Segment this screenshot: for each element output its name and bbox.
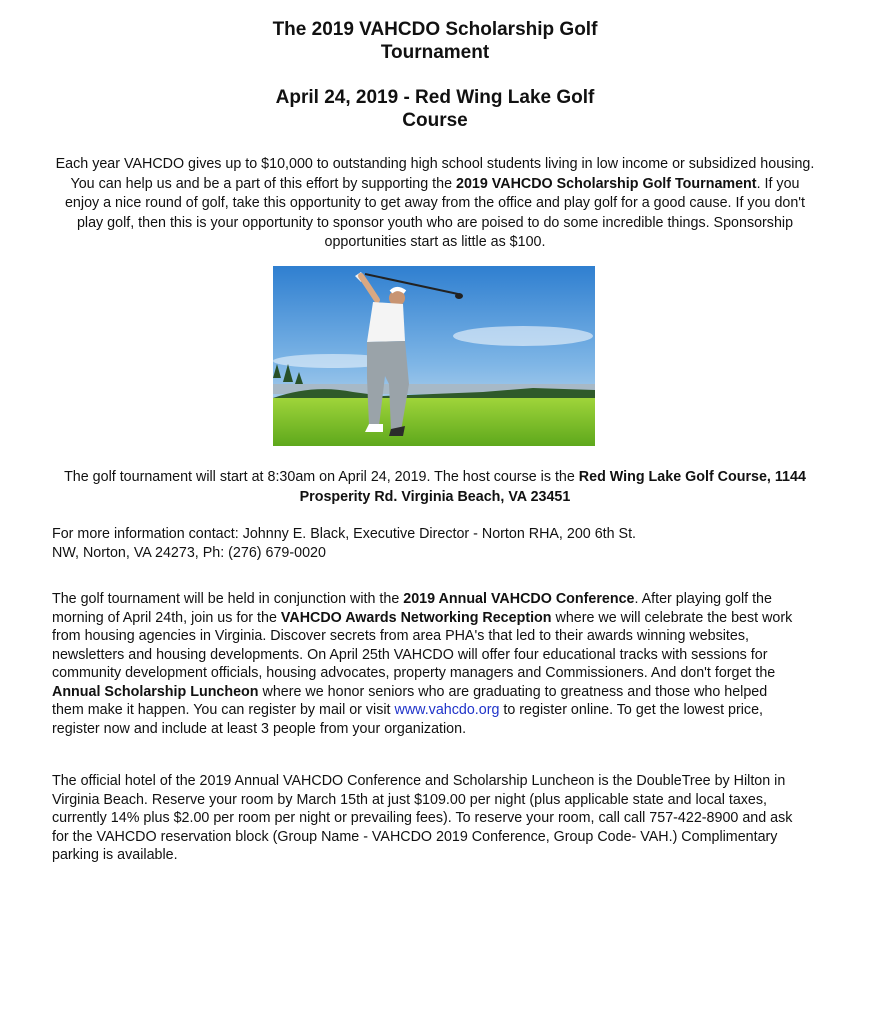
- website-link[interactable]: www.vahcdo.org: [394, 702, 500, 718]
- conference-text-1: The golf tournament will be held in conjunction with the: [52, 591, 404, 607]
- event-date-heading: [0, 86, 870, 132]
- subtitle-line-2: Course: [402, 110, 468, 131]
- hotel-paragraph: The official hotel of the 2019 Annual VAHCDO Conference and Scholarship Luncheon is the DoubleTree by Hilton in Virginia Beach. Reserve your room by March 15th at just $109.00 per night (plus applicable state and local taxes, currently 14% plus $2.00 per room per night or prevailing fees). To reserve your room, call call 757-422-8900 and ask for the VAHCDO reservation block (Group Name - VAHCDO 2019 Conference, Group Code- VAH.) Complimentary parking is available.: [52, 773, 793, 863]
- document-title: [0, 18, 870, 64]
- intro-paragraph: [55, 155, 815, 253]
- conference-text-3: where we will celebrate the best work from housing agencies in Virginia. Discover secrets from area PHA's that led to their awards winning websites, newsletters and housing developments. On April 25th VAHCDO will offer four educational tracks with sessions for community development officials, housing advocates, property managers and Commissioners. And don't forget the: [52, 609, 793, 681]
- start-paragraph: [55, 468, 815, 507]
- conference-text-2: . After playing golf the morning of April 24th, join us for the: [52, 591, 772, 626]
- contact-line-1: For more information contact: Johnny E. Black, Executive Director - Norton RHA, 200 6th St.: [52, 526, 637, 542]
- host-course-address: Red Wing Lake Golf Course, 1144 Prosperity Rd. Virginia Beach, VA 23451: [299, 469, 806, 505]
- networking-reception-name: VAHCDO Awards Networking Reception: [280, 609, 552, 626]
- contact-block: [52, 525, 797, 562]
- conference-name: 2019 Annual VAHCDO Conference: [403, 591, 635, 607]
- intro-text-2: . If you enjoy a nice round of golf, take this opportunity to get away from the office and play golf for a good cause. If you don't play golf, then this is your opportunity to sponsor youth who are poised to do some incredible things. Sponsorship opportunities start as little as $100.: [64, 175, 805, 250]
- contact-line-2: NW, Norton, VA 24273, Ph: (276) 679-0020: [52, 544, 326, 561]
- conference-paragraph: [52, 590, 797, 738]
- golfer-swinging-photo-icon: [273, 266, 595, 446]
- conference-text-4: where we honor seniors who are graduating to greatness and those who helped them make it happen. You can register by mail or visit: [52, 683, 768, 718]
- conference-text-5: to register online. To get the lowest price, register now and include at least 3 people from your organization.: [52, 702, 763, 737]
- golfer-photo: [273, 266, 595, 446]
- intro-text-1: Each year VAHCDO gives up to $10,000 to outstanding high school students living in low income or subsidized housing. You can help us and be a part of this effort by supporting the: [55, 156, 815, 192]
- start-text: The golf tournament will start at 8:30am on April 24, 2019. The host course is the: [64, 469, 579, 485]
- subtitle-line-1: April 24, 2019 - Red Wing Lake Golf: [275, 87, 595, 108]
- intro-tournament-name: 2019 VAHCDO Scholarship Golf Tournament: [456, 175, 757, 192]
- scholarship-luncheon-name: Annual Scholarship Luncheon: [52, 683, 259, 700]
- title-line-1: The 2019 VAHCDO Scholarship Golf: [272, 19, 598, 40]
- title-line-2: Tournament: [380, 42, 490, 63]
